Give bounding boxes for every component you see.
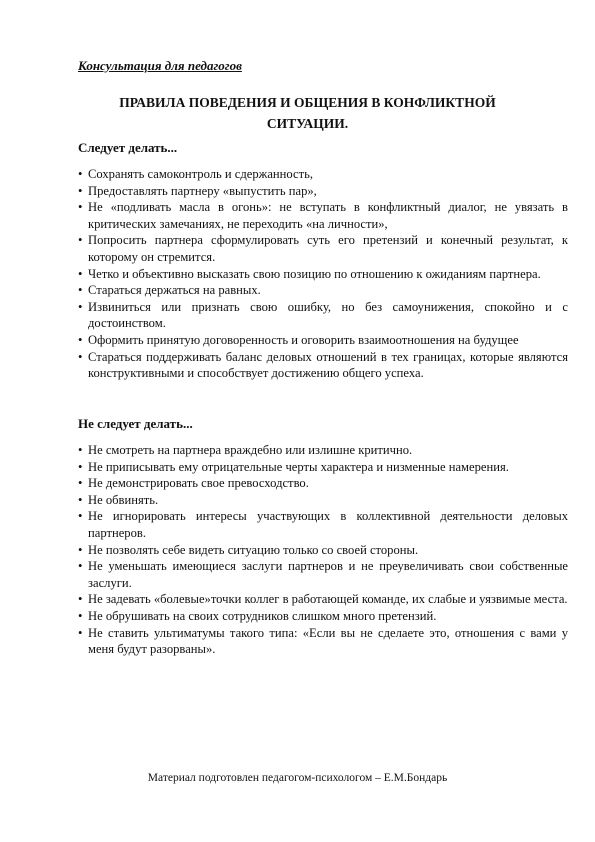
consultation-label: Консультация для педагогов <box>78 58 242 73</box>
dont-list <box>78 442 568 658</box>
list-item: • Не смотреть на партнера враждебно или излишне критично. <box>78 442 568 459</box>
list-item: • Не игнорировать интересы участвующих в коллективной деятельности деловых партнеров. <box>78 508 568 541</box>
list-item: • Не задевать «болевые»точки коллег в работающей команде, их слабые и уязвимые места. <box>78 591 568 608</box>
list-item: • Не уменьшать имеющиеся заслуги партнеров и не преувеличивать свои собственные заслуги. <box>78 558 568 591</box>
do-section-heading: Следует делать... <box>78 140 178 155</box>
list-item: • Не обвинять. <box>78 492 568 509</box>
list-item: • Извиниться или признать свою ошибку, но без самоунижения, спокойно и с достоинством. <box>78 299 568 332</box>
list-item: • Не позволять себе видеть ситуацию только со своей стороны. <box>78 542 568 559</box>
list-item: • Оформить принятую договоренность и оговорить взаимоотношения на будущее <box>78 332 568 349</box>
list-item: • Стараться держаться на равных. <box>78 282 568 299</box>
list-item: • Стараться поддерживать баланс деловых отношений в тех границах, которые являются конструктивными и способствует достижению общего успеха. <box>78 349 568 382</box>
list-item: • Не ставить ультиматумы такого типа: «Если вы не сделаете это, отношения с вами у меня будут разорваны». <box>78 625 568 658</box>
list-item: • Не демонстрировать свое превосходство. <box>78 475 568 492</box>
document-title: ПРАВИЛА ПОВЕДЕНИЯ И ОБЩЕНИЯ В КОНФЛИКТНОЙ СИТУАЦИИ. <box>119 95 496 131</box>
list-item: • Попросить партнера сформулировать суть его претензий и конечный результат, к которому он стремится. <box>78 232 568 265</box>
list-item: • Не «подливать масла в огонь»: не вступать в конфликтный диалог, не увязать в критических замечаниях, не переходить «на личности», <box>78 199 568 232</box>
dont-section-heading: Не следует делать... <box>78 416 193 431</box>
list-item: • Не обрушивать на своих сотрудников слишком много претензий. <box>78 608 568 625</box>
list-item: • Не приписывать ему отрицательные черты характера и низменные намерения. <box>78 459 568 476</box>
footer-credit: Материал подготовлен педагогом-психологом – Е.М.Бондарь <box>147 772 448 784</box>
list-item: • Предоставлять партнеру «выпустить пар», <box>78 183 568 200</box>
list-item: • Четко и объективно высказать свою позицию по отношению к ожиданиям партнера. <box>78 266 568 283</box>
do-list <box>78 166 568 382</box>
list-item: • Сохранять самоконтроль и сдержанность, <box>78 166 568 183</box>
